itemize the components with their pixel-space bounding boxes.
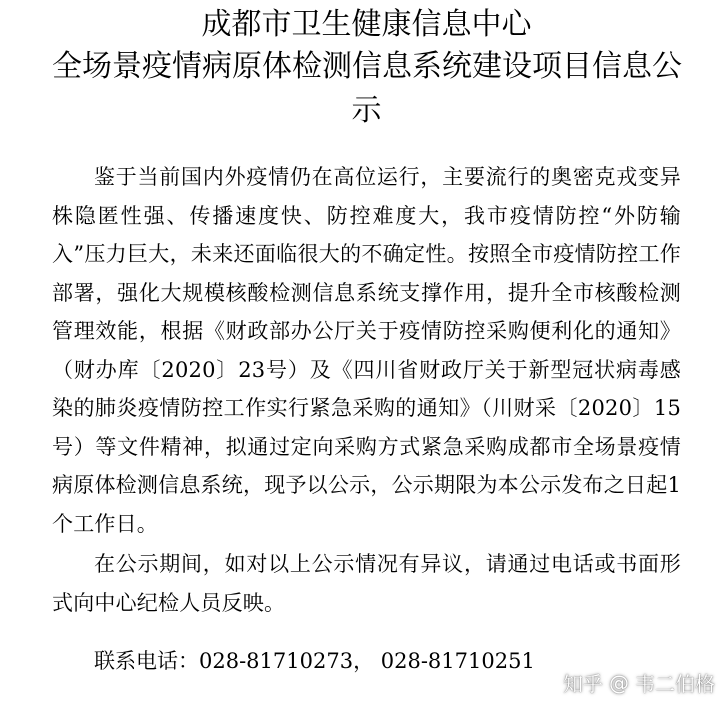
paragraph-announcement: 鉴于当前国内外疫情仍在高位运行，主要流行的奥密克戎变异株隐匿性强、传播速度快、防控难度大，我市疫情防控“外防输入”压力巨大，未来还面临很大的不确定性。按照全市疫情防控工作部署，强化大规模核酸检测信息系统支撑作用，提升全市核酸检测管理效能，根据《财政部办公厅关于疫情防控采购便利化的通知》（财办库〔2020〕23号）及《四川省财政厅关于新型冠状病毒感染的肺炎疫情防控工作实行紧急采购的通知》（川财采〔2020〕15号）等文件精神，拟通过定向采购方式紧急采购成都市全场景疫情病原体检测信息系统，现予以公示，公示期限为本公示发布之日起1个工作日。 — [52, 165, 682, 536]
title-line-3: 示 — [351, 93, 382, 128]
zhihu-watermark — [563, 668, 715, 697]
contact-phone: 联系电话：028-81710273， 028-81710251 — [94, 649, 535, 673]
title-line-2: 全场景疫情病原体检测信息系统建设项目信息公 — [52, 49, 682, 84]
title-line-1: 成都市卫生健康信息中心 — [201, 7, 532, 42]
watermark-author: 韦二伯格 — [635, 672, 715, 696]
watermark-site: 知乎 — [563, 672, 603, 696]
watermark-at-symbol: @ — [609, 670, 629, 695]
document-body — [52, 158, 681, 622]
document-title — [52, 4, 681, 132]
paragraph-objection: 在公示期间，如对以上公示情况有异议，请通过电话或书面形式向中心纪检人员反映。 — [52, 552, 681, 615]
